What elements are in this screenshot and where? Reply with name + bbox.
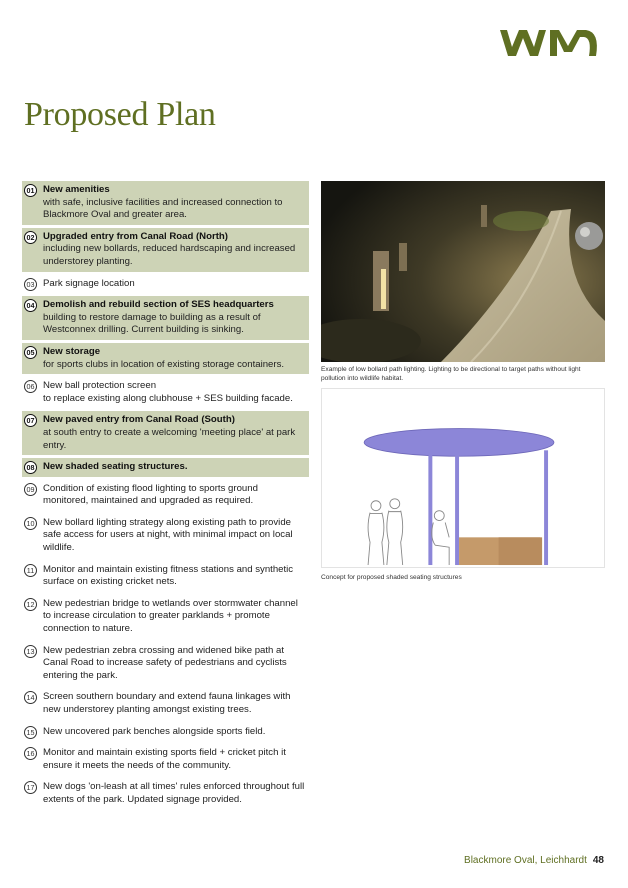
item-number: 15 bbox=[24, 726, 37, 739]
item-number: 17 bbox=[24, 781, 37, 794]
item-title: New storage bbox=[43, 345, 101, 357]
item-title: Monitor and maintain existing fitness stations and synthetic surface on existing cricket nets. bbox=[43, 563, 294, 588]
item-title: New shaded seating structures. bbox=[43, 461, 188, 473]
item-description: at south entry to create a welcoming 'meeting place' at park entry. bbox=[43, 426, 296, 451]
list-item bbox=[22, 275, 309, 294]
list-item bbox=[22, 688, 309, 719]
item-number: 04 bbox=[24, 299, 37, 312]
list-item bbox=[22, 181, 309, 225]
list-item bbox=[22, 458, 309, 477]
item-number: 03 bbox=[24, 278, 37, 291]
item-title: Park signage location bbox=[43, 277, 135, 289]
item-title: New pedestrian bridge to wetlands over stormwater channel to increase circulation to greater parklands + promote connection to nature. bbox=[43, 597, 298, 635]
page-number: 48 bbox=[592, 855, 604, 866]
item-description: for sports clubs in location of existing storage containers. bbox=[43, 358, 285, 370]
item-number: 09 bbox=[24, 483, 37, 496]
list-item bbox=[22, 744, 309, 775]
photo-caption: Example of low bollard path lighting. Lighting to be directional to target paths without light pollution into wildlife habitat. bbox=[321, 366, 581, 382]
list-item bbox=[22, 514, 309, 558]
list-item bbox=[22, 296, 309, 340]
item-title: Demolish and rebuild section of SES headquarters bbox=[43, 299, 274, 311]
page-title: Proposed Plan bbox=[24, 96, 216, 133]
item-number: 11 bbox=[24, 564, 37, 577]
item-title: New amenities bbox=[43, 184, 110, 195]
list-item bbox=[22, 343, 309, 374]
item-number: 01 bbox=[24, 184, 37, 197]
list-item bbox=[22, 561, 309, 592]
item-number: 08 bbox=[24, 461, 37, 474]
item-title: New paved entry from Canal Road (South) bbox=[43, 414, 235, 426]
footer-location: Blackmore Oval, Leichhardt bbox=[464, 855, 587, 866]
item-title: Upgraded entry from Canal Road (North) bbox=[43, 230, 228, 242]
item-number: 10 bbox=[24, 517, 37, 530]
list-item bbox=[22, 377, 309, 408]
item-title: New ball protection screen bbox=[43, 380, 157, 392]
list-item bbox=[22, 228, 309, 272]
item-number: 14 bbox=[24, 691, 37, 704]
item-title: Screen southern boundary and extend fauna linkages with new understorey planting amongst existing trees. bbox=[43, 691, 291, 715]
list-item bbox=[22, 642, 309, 686]
wm-logo bbox=[496, 22, 606, 62]
list-item bbox=[22, 480, 309, 511]
list-item bbox=[22, 595, 309, 639]
bollard-lighting-photo bbox=[321, 181, 605, 362]
item-description: to replace existing along clubhouse + SES building facade. bbox=[43, 392, 293, 404]
list-item bbox=[22, 778, 309, 809]
item-number: 05 bbox=[24, 346, 37, 359]
item-number: 12 bbox=[24, 598, 37, 611]
page-footer bbox=[464, 855, 604, 866]
item-title: New uncovered park benches alongside sports field. bbox=[43, 725, 266, 737]
proposal-list bbox=[22, 181, 309, 813]
concept-caption: Concept for proposed shaded seating structures bbox=[321, 574, 462, 581]
item-title: Condition of existing flood lighting to sports ground monitored, maintained and upgraded as required. bbox=[43, 482, 258, 507]
item-description: including new bollards, reduced hardscaping and increased understorey planting. bbox=[43, 243, 296, 267]
item-number: 16 bbox=[24, 747, 37, 760]
item-title: Monitor and maintain existing sports field + cricket pitch it ensure it meets the needs of the community. bbox=[43, 747, 286, 771]
item-title: New bollard lighting strategy along existing path to provide safe access for users at night, with minimal impact on local wildlife. bbox=[43, 516, 293, 554]
item-description: with safe, inclusive facilities and increased connection to Blackmore Oval and greater area. bbox=[43, 196, 283, 221]
item-title: New dogs 'on-leash at all times' rules enforced throughout full extents of the park. Updated signage provided. bbox=[43, 781, 305, 805]
shaded-seating-concept bbox=[321, 388, 605, 568]
item-title: New pedestrian zebra crossing and widened bike path at Canal Road to increase safety of pedestrians and cyclists entering the park. bbox=[43, 644, 287, 681]
item-description: building to restore damage to building as a result of Westconnex drilling. Current building is sinking. bbox=[43, 311, 261, 336]
item-number: 06 bbox=[24, 380, 37, 393]
list-item bbox=[22, 723, 309, 742]
item-number: 02 bbox=[24, 231, 37, 244]
list-item bbox=[22, 411, 309, 455]
item-number: 13 bbox=[24, 645, 37, 658]
item-number: 07 bbox=[24, 414, 37, 427]
